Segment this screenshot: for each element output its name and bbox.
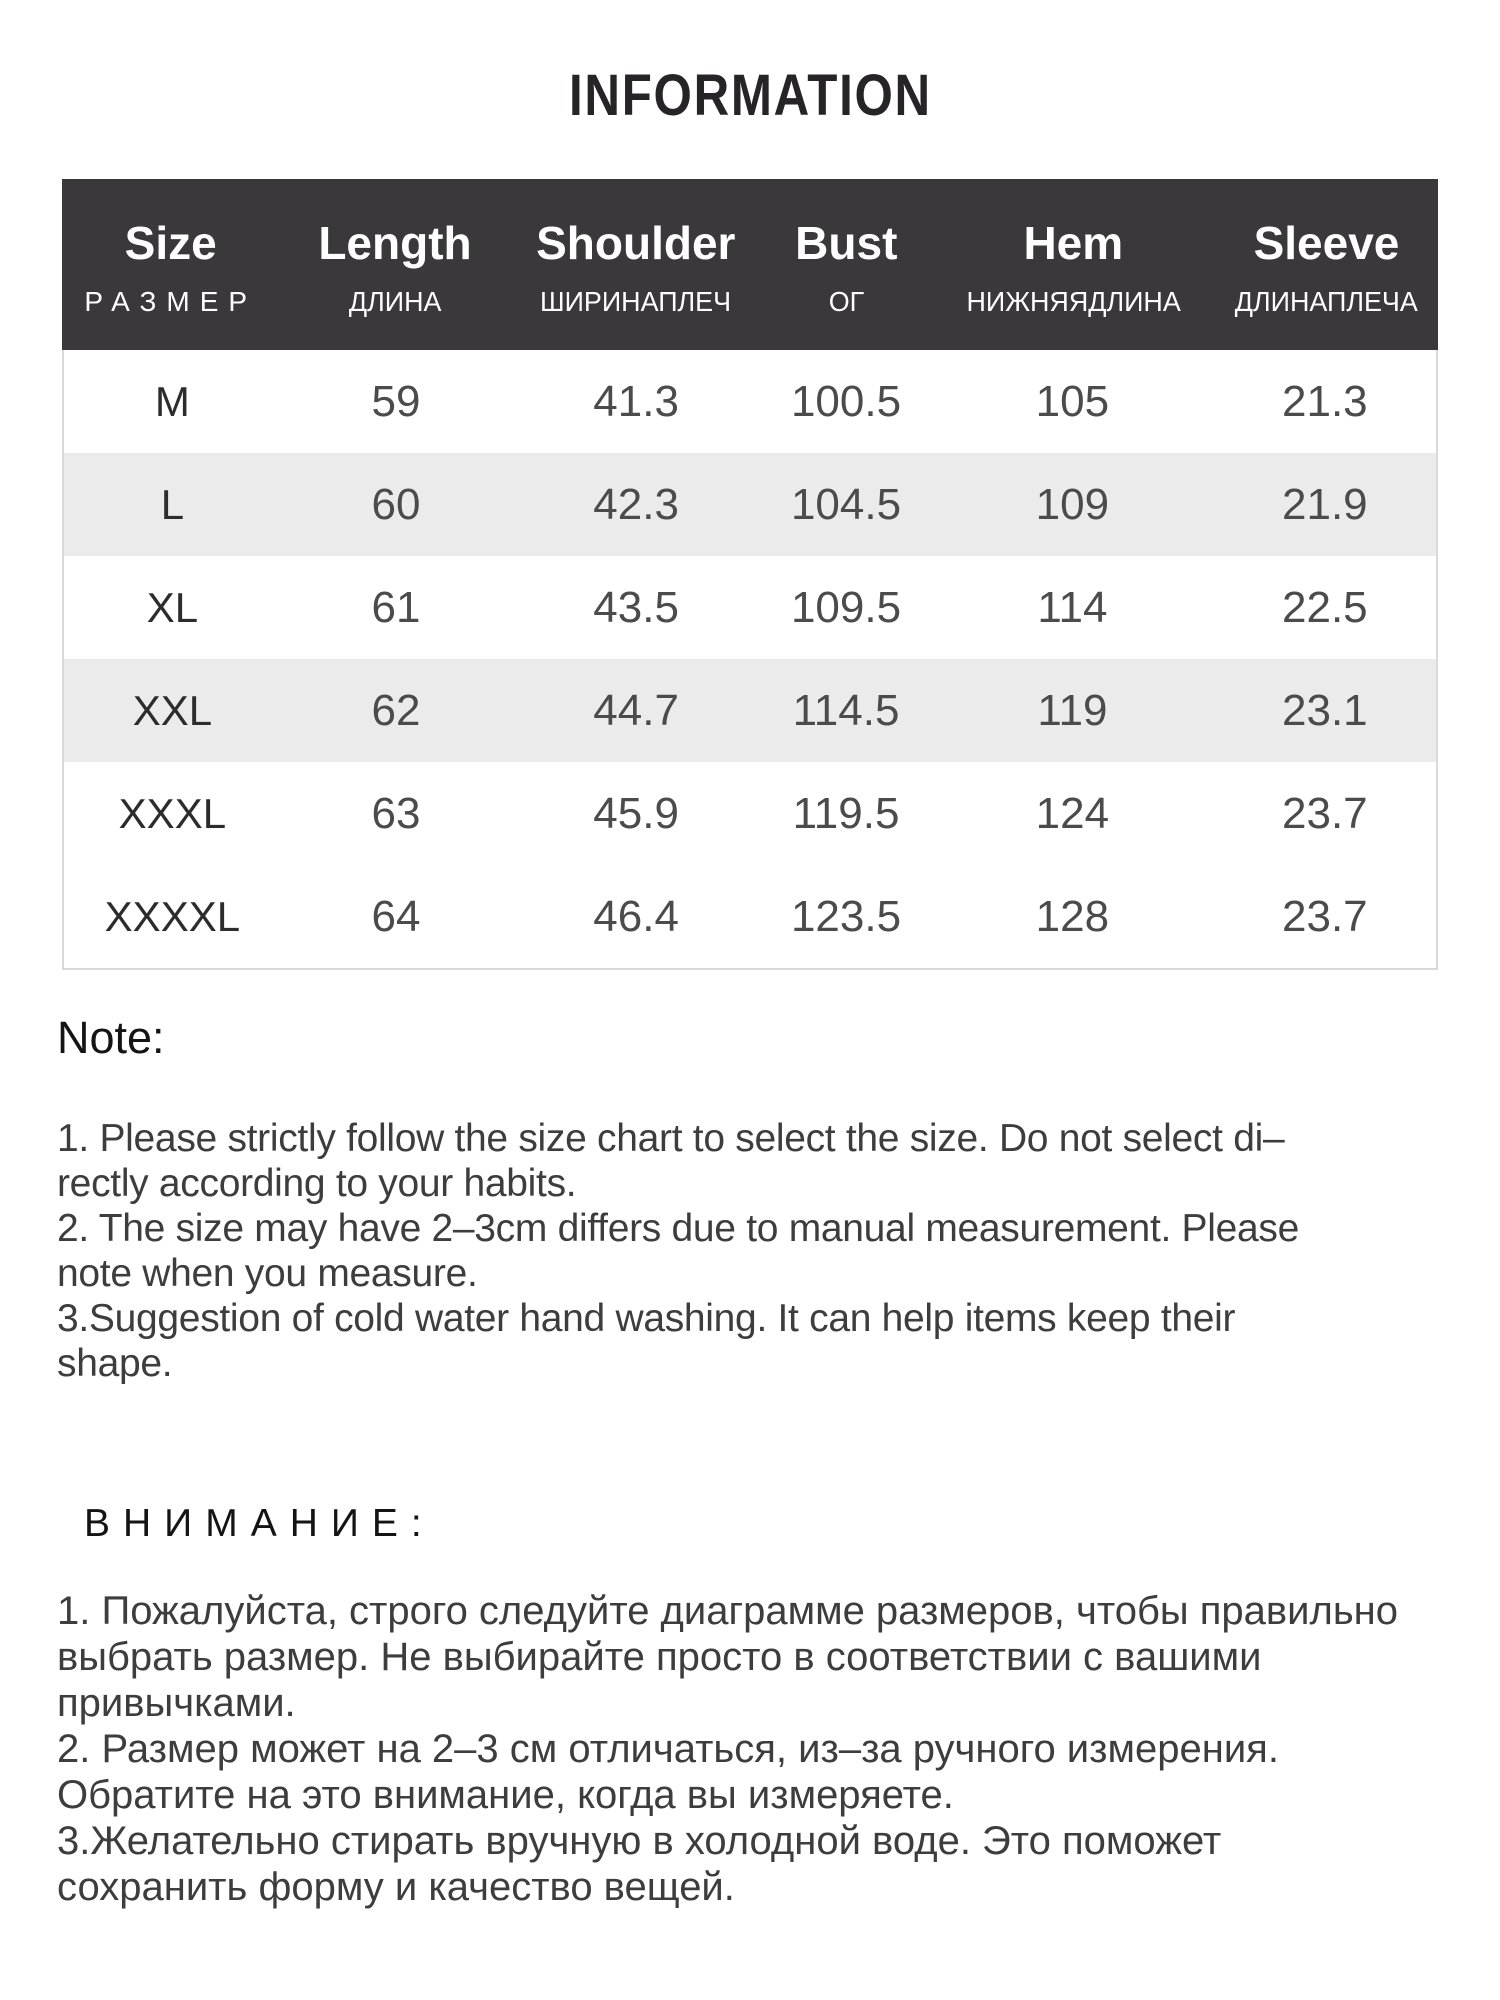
notes-en-line: 3.Suggestion of cold water hand washing. It can help items keep their <box>57 1297 1236 1340</box>
notes-en-line: 2. The size may have 2–3cm differs due to manual measurement. Please <box>57 1207 1299 1250</box>
notes-en-line: note when you measure. <box>57 1252 478 1295</box>
cell-sleeve: 21.3 <box>1282 376 1368 426</box>
cell-sleeve: 23.7 <box>1282 788 1368 838</box>
page-title-text: INFORMATION <box>568 63 932 128</box>
cell-sleeve: 23.1 <box>1282 685 1368 735</box>
header-cell-sleeve <box>1215 179 1438 350</box>
cell-size: XXXXL <box>104 892 241 940</box>
header-label-sleeve-en: Sleeve <box>1253 216 1400 269</box>
cell-length: 64 <box>371 891 421 941</box>
cell-bust: 114.5 <box>792 685 900 735</box>
header-label-bust-en: Bust <box>795 216 898 269</box>
cell-hem: 105 <box>1035 376 1110 426</box>
notes-en-heading: Note: <box>57 1012 165 1063</box>
notes-en <box>57 1116 1299 1386</box>
header-label-size-en: Size <box>124 216 217 269</box>
table-row-m <box>64 350 1436 453</box>
cell-length: 61 <box>371 582 421 632</box>
cell-bust: 123.5 <box>790 891 902 941</box>
notes-ru-line: 1. Пожалуйста, строго следуйте диаграмме размеров, чтобы правильно <box>57 1589 1399 1633</box>
cell-bust: 100.5 <box>790 376 902 426</box>
cell-bust: 104.5 <box>790 479 902 529</box>
cell-sleeve: 21.9 <box>1282 479 1368 529</box>
table-row-xxxxl <box>64 865 1436 968</box>
table-row-l <box>64 453 1436 556</box>
notes-ru-line: сохранить форму и качество вещей. <box>57 1865 735 1909</box>
cell-hem: 128 <box>1035 891 1110 941</box>
cell-length: 62 <box>371 685 421 735</box>
table-row-xxxl <box>64 762 1436 865</box>
cell-sleeve: 22.5 <box>1282 582 1368 632</box>
notes-ru-heading: ВНИМАНИЕ: <box>84 1502 435 1545</box>
cell-shoulder: 42.3 <box>593 479 679 529</box>
size-table-body <box>62 350 1438 970</box>
header-label-shoulder-en: Shoulder <box>536 216 736 269</box>
cell-bust: 119.5 <box>792 788 900 838</box>
notes-en-line: shape. <box>57 1342 173 1385</box>
notes-ru-line: 2. Размер может на 2–3 см отличаться, из–за ручного измерения. <box>57 1727 1279 1771</box>
size-table-header <box>62 179 1438 350</box>
header-label-hem-ru: НИЖНЯЯДЛИНА <box>966 285 1181 317</box>
size-table <box>62 179 1438 970</box>
cell-size: M <box>154 377 190 425</box>
cell-hem: 109 <box>1035 479 1110 529</box>
cell-length: 60 <box>371 479 421 529</box>
header-cell-length <box>279 179 510 350</box>
header-label-length-ru: ДЛИНА <box>348 285 442 317</box>
notes-en-line: 1. Please strictly follow the size chart to select the size. Do not select di– <box>57 1117 1285 1160</box>
table-row-xxl <box>64 659 1436 762</box>
header-label-shoulder-ru: ШИРИНАПЛЕЧ <box>540 285 732 317</box>
cell-size: L <box>160 480 185 528</box>
cell-shoulder: 43.5 <box>593 582 679 632</box>
header-cell-size <box>62 179 279 350</box>
cell-hem: 114 <box>1037 582 1108 632</box>
notes-ru <box>57 1588 1398 1910</box>
header-label-hem-en: Hem <box>1023 216 1124 269</box>
cell-hem: 124 <box>1035 788 1110 838</box>
header-label-bust-ru: ОГ <box>828 285 865 317</box>
cell-shoulder: 46.4 <box>593 891 679 941</box>
header-cell-hem <box>932 179 1215 350</box>
notes-ru-line: Обратите на это внимание, когда вы измеряете. <box>57 1773 954 1817</box>
table-row-xl <box>64 556 1436 659</box>
cell-size: XXL <box>132 686 213 734</box>
cell-size: XL <box>146 583 199 631</box>
cell-shoulder: 45.9 <box>593 788 679 838</box>
cell-sleeve: 23.7 <box>1282 891 1368 941</box>
header-label-size-ru: РАЗМЕР <box>84 285 258 317</box>
header-cell-shoulder <box>511 179 761 350</box>
cell-length: 63 <box>371 788 421 838</box>
notes-ru-line: выбрать размер. Не выбирайте просто в соответствии с вашими <box>57 1635 1262 1679</box>
header-label-sleeve-ru: ДЛИНАПЛЕЧА <box>1235 285 1418 317</box>
header-cell-bust <box>761 179 932 350</box>
notes-en-line: rectly according to your habits. <box>57 1162 577 1205</box>
notes-ru-line: привычками. <box>57 1681 296 1725</box>
cell-size: XXXL <box>118 789 227 837</box>
cell-bust: 109.5 <box>790 582 902 632</box>
header-label-length-en: Length <box>318 216 472 269</box>
page-title <box>0 62 1500 129</box>
cell-shoulder: 41.3 <box>593 376 679 426</box>
cell-length: 59 <box>371 376 421 426</box>
cell-shoulder: 44.7 <box>593 685 679 735</box>
cell-hem: 119 <box>1037 685 1108 735</box>
notes-ru-line: 3.Желательно стирать вручную в холодной воде. Это поможет <box>57 1819 1222 1863</box>
